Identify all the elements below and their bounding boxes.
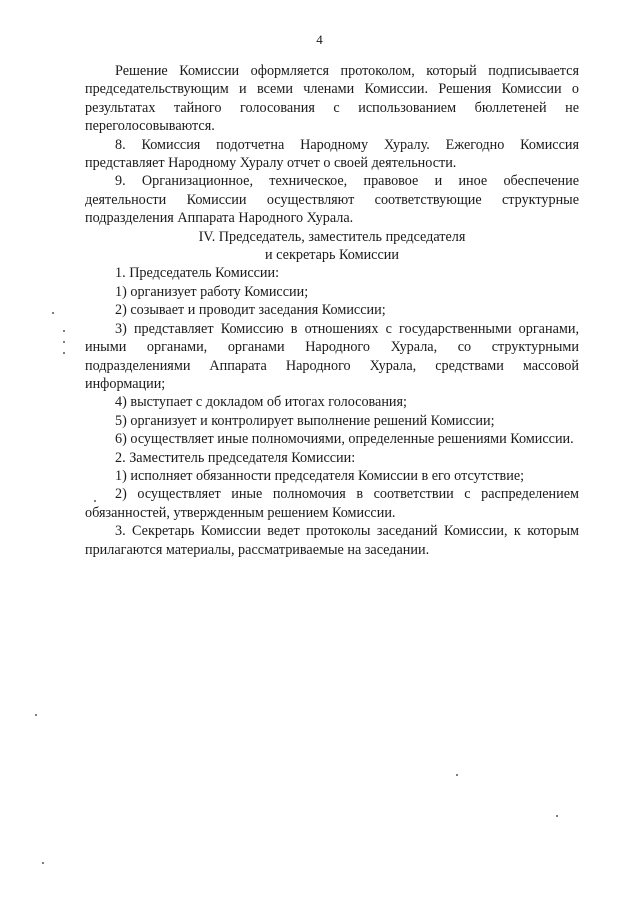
paragraph: 9. Организационное, техническое, правовое и иное обеспечение деятельности Комиссии осуществляют соответствующие структурные подразделения Аппарата Народного Хурала. — [85, 173, 579, 227]
scan-speck — [35, 714, 37, 716]
list-item: 1) организует работу Комиссии; — [115, 283, 309, 300]
scan-speck — [42, 862, 44, 864]
paragraph: 1. Председатель Комиссии: — [115, 265, 280, 282]
paragraph: 8. Комиссия подотчетна Народному Хуралу. Ежегодно Комиссия представляет Народному Хуралу отчет о своей деятельности. — [85, 136, 579, 172]
scan-speck — [556, 815, 558, 817]
section-heading-line: и секретарь Комиссии — [265, 247, 399, 264]
scan-speck — [63, 330, 65, 332]
list-item: 5) организует и контролирует выполнение решений Комиссии; — [115, 412, 495, 429]
scan-speck — [94, 500, 96, 502]
scan-speck — [456, 774, 458, 776]
section-heading — [85, 228, 579, 265]
section-heading-line: IV. Председатель, заместитель председателя — [198, 228, 466, 245]
paragraph: 3. Секретарь Комиссии ведет протоколы заседаний Комиссии, к которым прилагаются материалы, рассматриваемые на заседании. — [85, 523, 579, 558]
list-item: 4) выступает с докладом об итогах голосования; — [115, 394, 407, 411]
page-number: 4 — [316, 32, 323, 47]
scan-speck — [63, 352, 65, 354]
paragraph: Решение Комиссии оформляется протоколом, который подписывается председательствующим и всеми членами Комиссии. Решения Комиссии о результатах тайного голосования с использованием бюллетеней не переголосовываются. — [85, 63, 579, 135]
list-item: 6) осуществляет иные полномочиями, определенные решениями Комиссии. — [115, 431, 574, 448]
document-body — [85, 62, 579, 559]
paragraph: 2. Заместитель председателя Комиссии: — [115, 449, 356, 466]
list-item: 2) созывает и проводит заседания Комиссии; — [115, 302, 386, 319]
list-item: 3) представляет Комиссию в отношениях с государственными органами, иными органами, органами Народного Хурала, со структурными подразделениями Аппарата Народного Хурала, средствами массовой информации; — [85, 320, 579, 392]
scan-speck — [63, 341, 65, 343]
list-item: 1) исполняет обязанности председателя Комиссии в его отсутствие; — [115, 467, 525, 484]
scan-speck — [52, 312, 54, 314]
list-item: 2) осуществляет иные полномочия в соответствии с распределением обязанностей, утвержденным решением Комиссии. — [85, 486, 579, 521]
